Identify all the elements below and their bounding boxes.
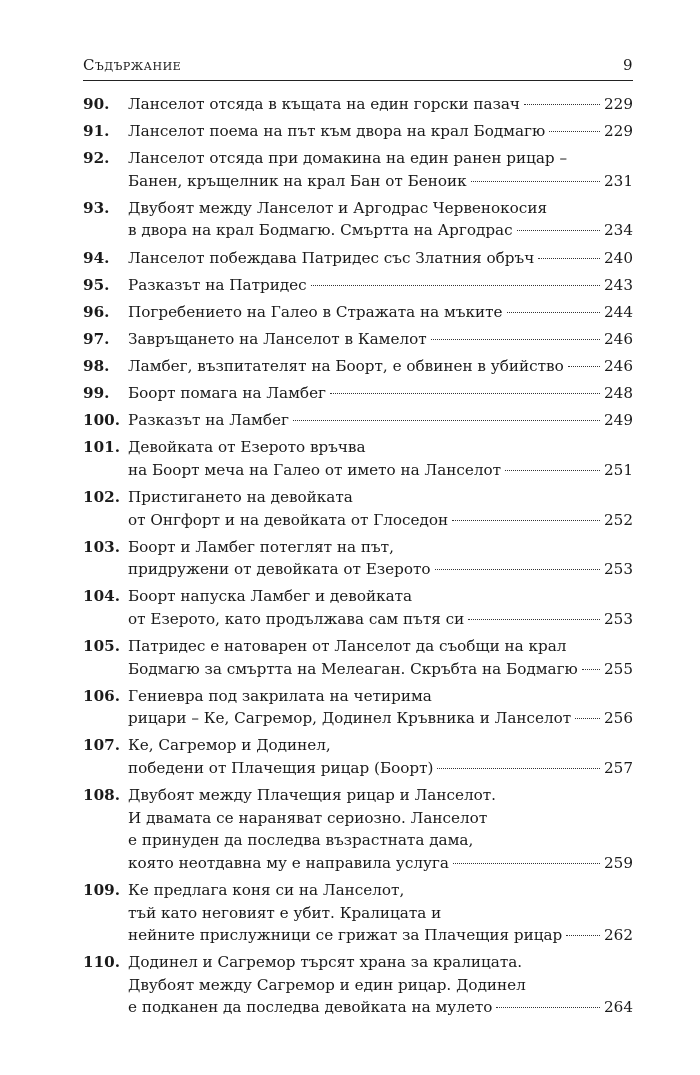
- toc-page-number: 246: [604, 329, 633, 348]
- toc-page-number: 246: [604, 356, 633, 375]
- header-rule: [83, 80, 633, 81]
- toc-page-number: 264: [604, 998, 633, 1017]
- chapter-title-text: нейните прислужници се грижат за Плачещия рицар: [128, 926, 563, 945]
- chapter-title-line: Гениевра под закрилата на четирима: [128, 686, 432, 705]
- chapter-number: 97.: [83, 329, 110, 348]
- dot-leader: [517, 230, 600, 231]
- chapter-title-text: която неотдавна му е направила услуга: [128, 853, 449, 872]
- chapter-title-line: е принуден да последва възрастната дама,: [128, 831, 474, 850]
- toc-entry: [83, 536, 633, 581]
- toc-page-number: 253: [604, 560, 633, 579]
- dot-leader: [575, 718, 600, 719]
- chapter-title-text: Разказът на Ламбег: [128, 411, 289, 430]
- chapter-title-line: [128, 355, 633, 378]
- toc-entry: [83, 93, 633, 116]
- chapter-number: 107.: [83, 736, 120, 755]
- chapter-title-line: [128, 509, 633, 532]
- toc-entry: [83, 274, 633, 297]
- chapter-number: 103.: [83, 537, 120, 556]
- toc-page-number: 262: [604, 926, 633, 945]
- dot-leader: [452, 520, 600, 521]
- page-number: 9: [622, 56, 633, 74]
- chapter-title-line: [128, 459, 633, 482]
- chapter-title-text: Ланселот отсяда в къщата на един горски пазач: [128, 95, 520, 113]
- chapter-title-line: [128, 558, 633, 581]
- dot-leader: [311, 285, 600, 286]
- chapter-title-line: тъй като неговият е убит. Кралицата и: [128, 903, 442, 922]
- running-head: [83, 56, 633, 78]
- chapter-number: 104.: [83, 587, 120, 606]
- chapter-title-line: [128, 409, 633, 432]
- chapter-number: 106.: [83, 686, 120, 705]
- dot-leader: [471, 181, 600, 182]
- toc-page-number: 243: [604, 275, 633, 294]
- toc-entry: [83, 879, 633, 947]
- chapter-title-text: Завръщането на Ланселот в Камелот: [128, 329, 427, 348]
- chapter-title-line: [128, 274, 633, 297]
- dot-leader: [431, 339, 600, 340]
- chapter-title-text: от Езерото, като продължава сам пътя си: [128, 609, 465, 628]
- toc-entry: [83, 486, 633, 531]
- chapter-title-line: [128, 852, 633, 875]
- chapter-title-text: Боорт помага на Ламбег: [128, 384, 327, 403]
- chapter-title-text: Ламбег, възпитателят на Боорт, е обвинен в убийство: [128, 356, 564, 375]
- running-head-title: Съдържание: [83, 56, 182, 74]
- chapter-number: 94.: [83, 248, 110, 267]
- chapter-number: 110.: [83, 953, 120, 972]
- toc-page-number: 257: [604, 758, 633, 777]
- toc-page-number: 253: [604, 609, 633, 628]
- chapter-title-text: рицари – Ке, Сагремор, Додинел Кръвника и Ланселот: [128, 709, 572, 728]
- chapter-title-text: Ланселот побеждава Патридес със Златния обръч: [128, 248, 535, 267]
- toc-entry: [83, 951, 633, 1019]
- toc-entry: [83, 328, 633, 351]
- toc-page-number: 248: [604, 384, 633, 403]
- chapter-title-line: Двубоят между Ланселот и Аргодрас Червенокосия: [128, 198, 548, 217]
- dot-leader: [566, 935, 600, 936]
- dot-leader: [549, 131, 600, 132]
- chapter-title-line: Девойката от Езерото връчва: [128, 438, 366, 457]
- chapter-number: 95.: [83, 275, 110, 294]
- toc-entry: [83, 585, 633, 630]
- toc-entry: [83, 301, 633, 324]
- toc-entry: [83, 147, 633, 192]
- toc-entry: [83, 784, 633, 874]
- table-of-contents: [83, 93, 633, 1023]
- chapter-number: 96.: [83, 302, 110, 321]
- chapter-title-line: [128, 924, 633, 947]
- dot-leader: [437, 768, 600, 769]
- chapter-number: 90.: [83, 95, 110, 113]
- chapter-title-line: [128, 608, 633, 631]
- chapter-title-line: [128, 382, 633, 405]
- toc-page-number: 229: [604, 122, 633, 141]
- chapter-number: 105.: [83, 636, 120, 655]
- toc-page-number: 251: [604, 460, 633, 479]
- dot-leader: [505, 470, 600, 471]
- chapter-title-text: Разказът на Патридес: [128, 275, 307, 294]
- chapter-title-line: Боорт и Ламбег потеглят на път,: [128, 537, 394, 556]
- chapter-title-text: на Боорт меча на Галео от името на Ланселот: [128, 460, 502, 479]
- chapter-title-text: е подканен да последва девойката на мулето: [128, 998, 493, 1017]
- chapter-title-text: Ланселот поема на път към двора на крал Бодмагю: [128, 122, 546, 141]
- chapter-title-text: Бодмагю за смъртта на Мелеаган. Скръбта на Бодмагю: [128, 659, 578, 678]
- chapter-title-text: от Онгфорт и на девойката от Глоседон: [128, 510, 449, 529]
- chapter-number: 91.: [83, 122, 110, 141]
- toc-page-number: 249: [604, 411, 633, 430]
- chapter-title-text: Банен, кръщелник на крал Бан от Беноик: [128, 171, 467, 190]
- toc-page-number: 231: [604, 171, 633, 190]
- dot-leader: [496, 1007, 600, 1008]
- toc-page-number: 240: [604, 248, 633, 267]
- chapter-title-line: И двамата се нараняват сериозно. Ланселот: [128, 808, 488, 827]
- dot-leader: [453, 863, 600, 864]
- chapter-number: 93.: [83, 198, 110, 217]
- toc-entry: [83, 734, 633, 779]
- dot-leader: [468, 619, 600, 620]
- chapter-title-text: Погребението на Галео в Стражата на мъките: [128, 302, 503, 321]
- toc-entry: [83, 382, 633, 405]
- toc-page-number: 256: [604, 709, 633, 728]
- chapter-title-line: [128, 170, 633, 193]
- toc-page-number: 259: [604, 853, 633, 872]
- toc-entry: [83, 355, 633, 378]
- chapter-title-line: Ке предлага коня си на Ланселот,: [128, 880, 405, 899]
- chapter-title-line: Двубоят между Сагремор и един рицар. Додинел: [128, 975, 526, 994]
- dot-leader: [293, 420, 600, 421]
- chapter-number: 109.: [83, 880, 120, 899]
- chapter-title-line: [128, 658, 633, 681]
- chapter-title-line: Двубоят между Плачещия рицар и Ланселот.: [128, 786, 496, 805]
- chapter-title-line: [128, 996, 633, 1019]
- dot-leader: [435, 569, 600, 570]
- toc-page-number: 252: [604, 510, 633, 529]
- dot-leader: [330, 393, 600, 394]
- toc-page-number: 255: [604, 659, 633, 678]
- chapter-title-line: Ке, Сагремор и Додинел,: [128, 736, 331, 755]
- chapter-title-line: [128, 301, 633, 324]
- toc-page-number: 244: [604, 302, 633, 321]
- chapter-title-text: придружени от девойката от Езерото: [128, 560, 431, 579]
- chapter-title-line: [128, 93, 633, 116]
- toc-entry: [83, 247, 633, 270]
- toc-page-number: 229: [604, 95, 633, 113]
- chapter-title-line: Ланселот отсяда при домакина на един ранен рицар –: [128, 149, 568, 168]
- chapter-title-line: [128, 247, 633, 270]
- chapter-title-line: [128, 707, 633, 730]
- chapter-title-line: Додинел и Сагремор търсят храна за кралицата.: [128, 953, 523, 972]
- chapter-number: 102.: [83, 487, 120, 506]
- toc-entry: [83, 436, 633, 481]
- chapter-title-line: [128, 328, 633, 351]
- toc-entry: [83, 635, 633, 680]
- toc-entry: [83, 197, 633, 242]
- chapter-number: 92.: [83, 149, 110, 168]
- dot-leader: [582, 669, 600, 670]
- chapter-title-line: [128, 219, 633, 242]
- chapter-title-text: в двора на крал Бодмагю. Смъртта на Аргодрас: [128, 221, 513, 240]
- dot-leader: [507, 312, 601, 313]
- chapter-title-text: победени от Плачещия рицар (Боорт): [128, 758, 434, 777]
- chapter-number: 108.: [83, 786, 120, 805]
- chapter-title-line: Боорт напуска Ламбег и девойката: [128, 587, 413, 606]
- toc-page-number: 234: [604, 221, 633, 240]
- dot-leader: [524, 104, 600, 105]
- chapter-number: 101.: [83, 438, 120, 457]
- chapter-title-line: Патридес е натоварен от Ланселот да съобщи на крал: [128, 636, 567, 655]
- chapter-number: 100.: [83, 411, 120, 430]
- chapter-number: 98.: [83, 356, 110, 375]
- chapter-title-line: [128, 120, 633, 143]
- chapter-title-line: [128, 757, 633, 780]
- chapter-title-line: Пристигането на девойката: [128, 487, 353, 506]
- chapter-number: 99.: [83, 384, 110, 403]
- toc-entry: [83, 120, 633, 143]
- toc-entry: [83, 409, 633, 432]
- dot-leader: [568, 366, 600, 367]
- toc-entry: [83, 685, 633, 730]
- dot-leader: [538, 258, 600, 259]
